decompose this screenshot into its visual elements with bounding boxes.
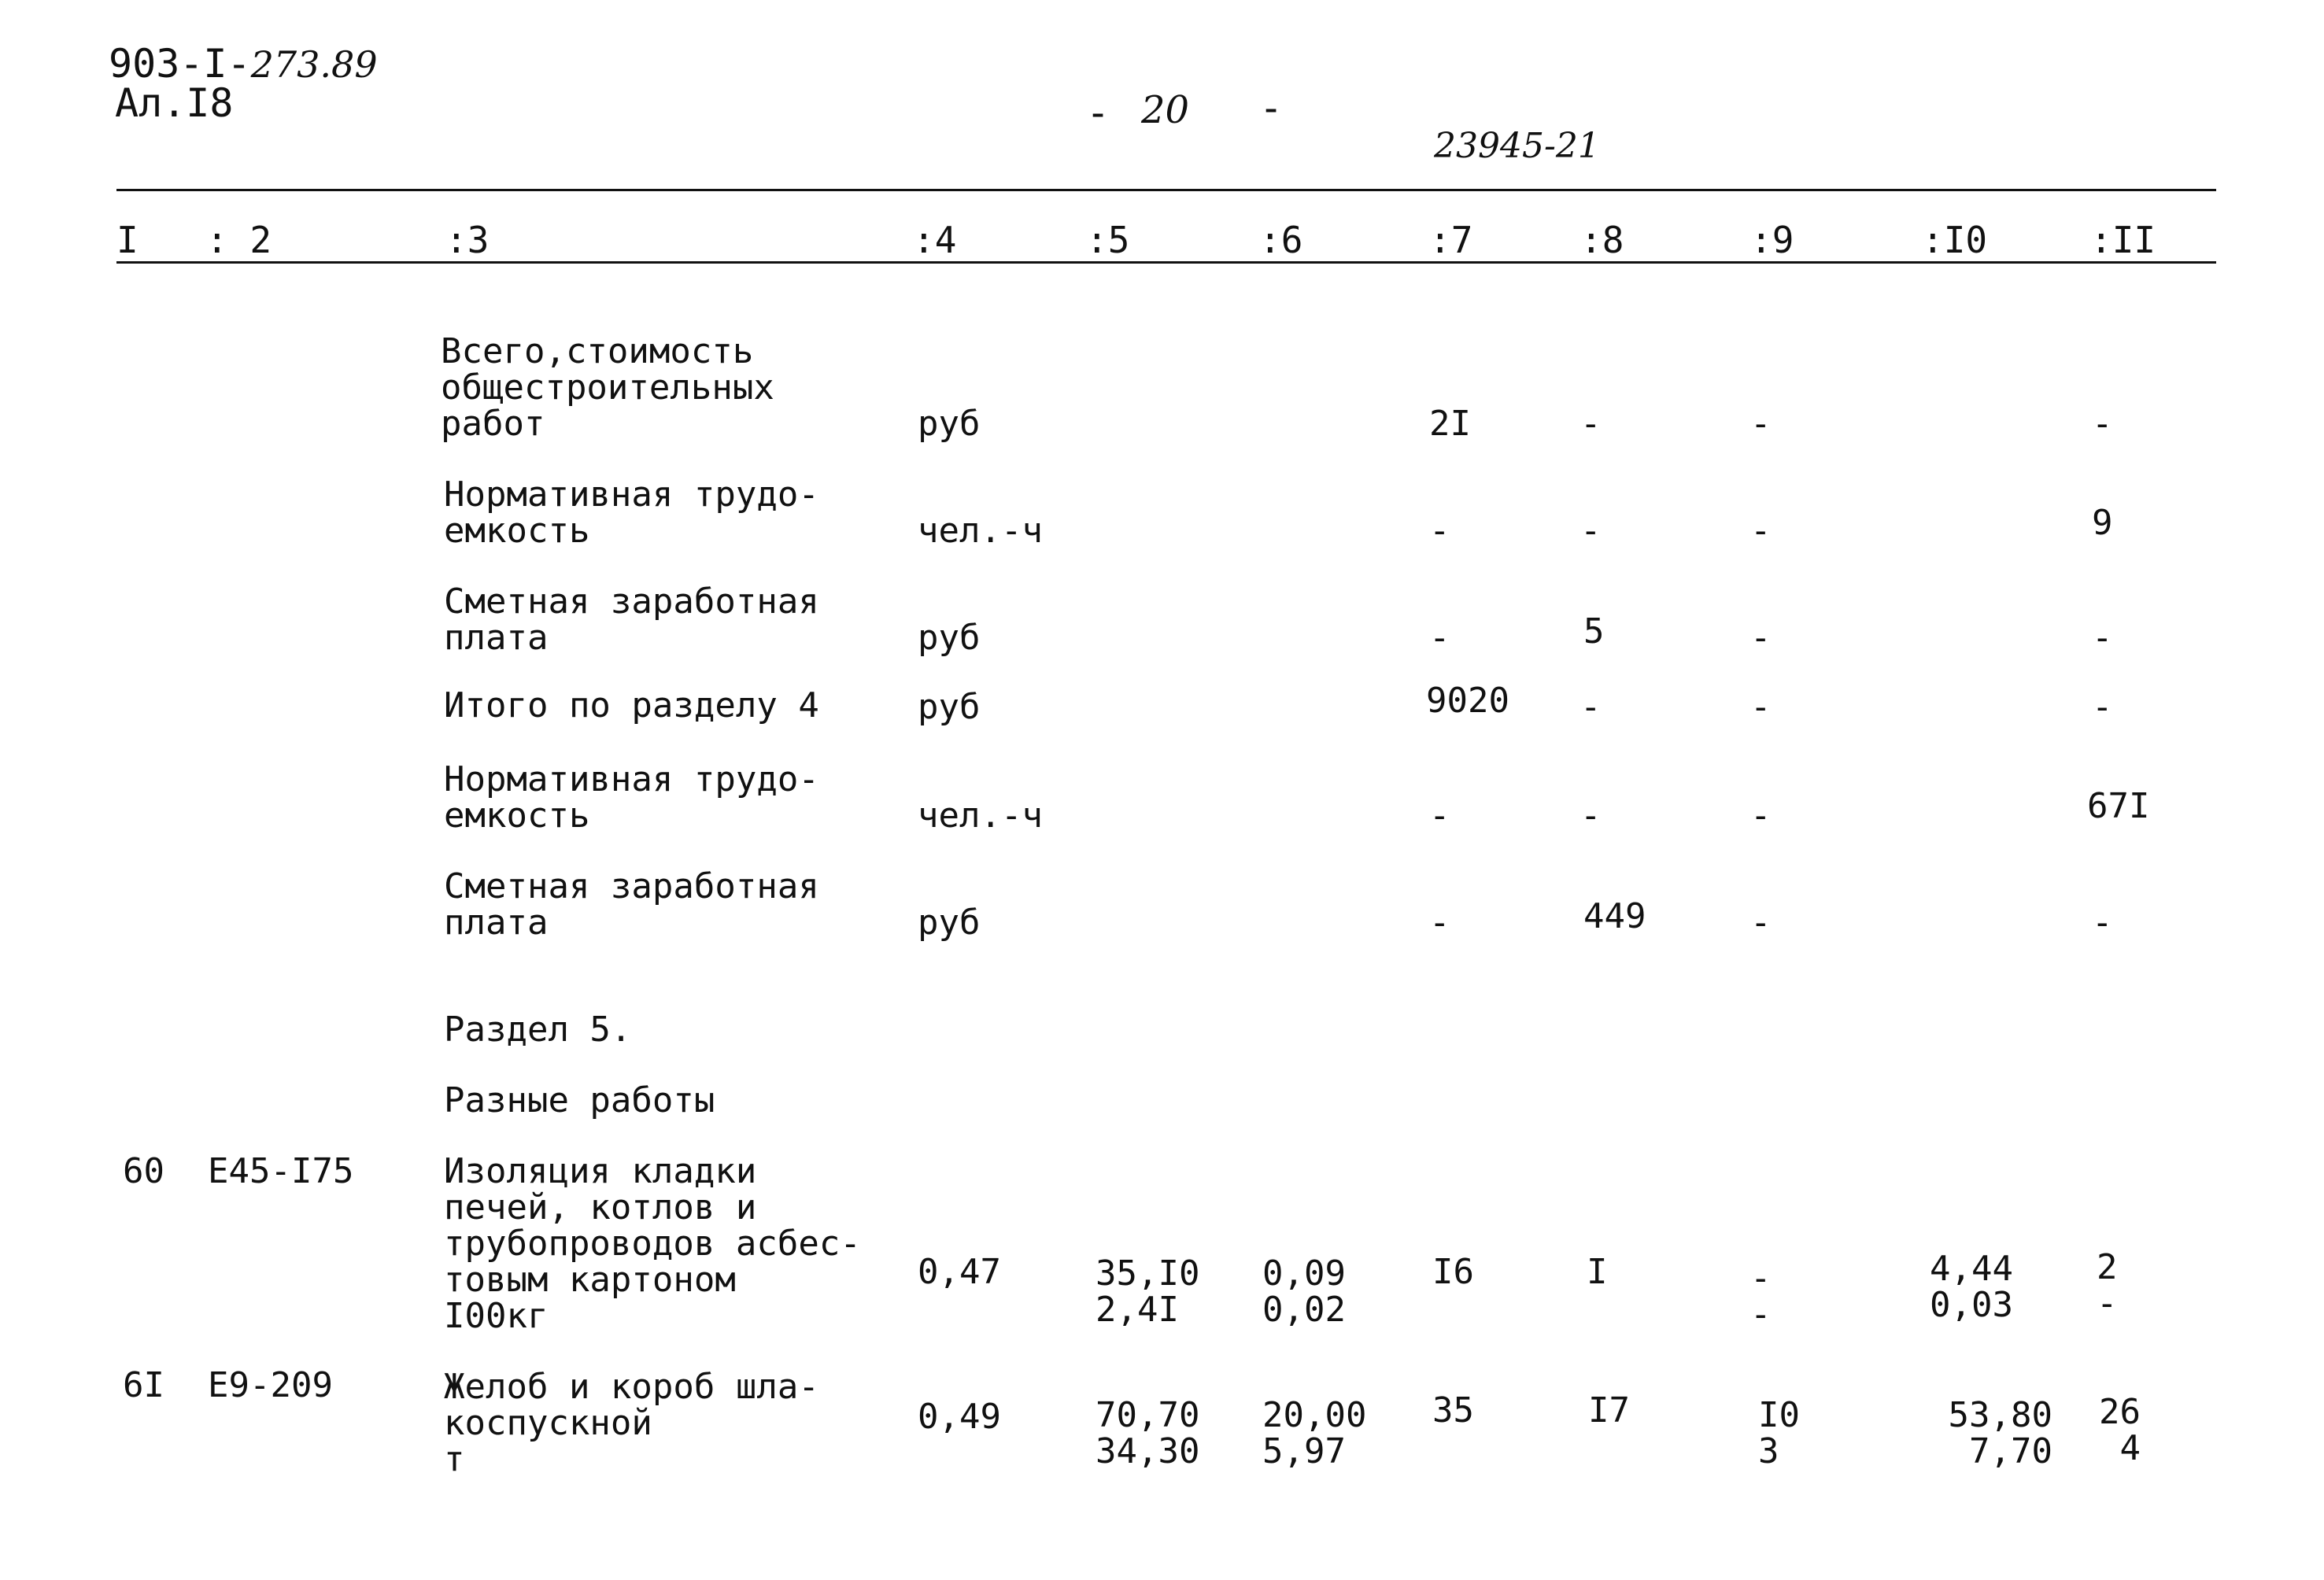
row-col9: - [1750, 404, 1772, 444]
row-description: Итого по разделу 4 [444, 685, 819, 725]
row-unit: руб [918, 687, 981, 727]
page-dash-right: - [1259, 85, 1284, 131]
section-heading: Раздел 5. [444, 1010, 632, 1050]
row-col9: - [1750, 796, 1772, 836]
row-number: 6I [123, 1365, 164, 1405]
col-header-1: I [116, 219, 139, 261]
col-header-5: :5 [1086, 219, 1130, 261]
row-col9: - [1750, 511, 1772, 551]
row-col5: 35,I0 2,4I [1095, 1253, 1200, 1330]
row-col9: I0 3 [1758, 1395, 1800, 1471]
row-description: Нормативная трудо- емкость [444, 759, 819, 836]
row-description: Всего,стоимость общестроительных работ [441, 331, 774, 444]
row-col8: I [1587, 1252, 1608, 1292]
row-description: Нормативная трудо- емкость [444, 474, 819, 551]
col-header-7: :7 [1429, 219, 1473, 261]
row-col9: - - [1750, 1258, 1772, 1335]
row-code: Е9-209 [208, 1365, 333, 1405]
doc-code [109, 41, 378, 87]
row-col6: 20,00 5,97 [1262, 1395, 1367, 1471]
col-header-3: :3 [445, 219, 490, 261]
row-col11: 26 4 [2099, 1392, 2141, 1468]
row-col4: 0,47 [918, 1252, 1001, 1292]
row-col10: 53,80 7,70 [1948, 1395, 2052, 1471]
row-col11: - [2092, 903, 2113, 943]
row-col8: - [1580, 404, 1602, 444]
row-unit: руб [918, 404, 981, 444]
col-header-11: :II [2090, 219, 2156, 261]
row-col9: - [1750, 687, 1772, 727]
stamp-number: 23945-21 [1434, 126, 1600, 166]
row-unit: чел.-ч [918, 796, 1043, 836]
row-col7: 35 [1432, 1390, 1474, 1430]
col-header-9: :9 [1750, 219, 1794, 261]
row-col8: - [1580, 511, 1602, 551]
row-description: Сметная заработная плата [444, 866, 819, 943]
row-col9: - [1750, 618, 1772, 658]
row-col11: - [2092, 618, 2113, 658]
sheet-number: Ал.I8 [115, 80, 234, 126]
row-description: Изоляция кладки печей, котлов и трубопроводов асбес- товым картоном I00кг [444, 1151, 861, 1336]
row-col8: 5 [1583, 611, 1605, 652]
page-number: 20 [1141, 88, 1190, 132]
row-col7: - [1429, 618, 1450, 658]
row-unit: руб [918, 903, 981, 943]
col-header-2: : 2 [206, 219, 272, 261]
section-subheading: Разные работы [444, 1080, 715, 1120]
header-rule [116, 261, 2216, 264]
doc-code-handwritten: 273.89 [250, 43, 378, 86]
doc-code-printed: 903-I- [109, 41, 251, 87]
row-description: Сметная заработная плата [444, 581, 819, 658]
row-col11: - [2092, 404, 2113, 444]
row-col7: - [1429, 511, 1450, 551]
row-col7: 2I [1429, 404, 1471, 444]
row-col7: - [1429, 796, 1450, 836]
page-dash-left: - [1086, 90, 1110, 135]
row-col11: 67I [2087, 786, 2150, 826]
row-col7: I6 [1432, 1252, 1474, 1292]
row-col11: - [2092, 687, 2113, 727]
row-col7: - [1429, 903, 1450, 943]
row-col11: 9 [2092, 503, 2113, 543]
row-unit: руб [918, 618, 981, 658]
col-header-4: :4 [913, 219, 957, 261]
col-header-10: :I0 [1922, 219, 1988, 261]
row-col8: I7 [1588, 1390, 1630, 1430]
row-number: 60 [123, 1151, 164, 1191]
row-col10: 4,44 0,03 [1930, 1249, 2013, 1325]
row-col9: - [1750, 903, 1772, 943]
row-col8: 449 [1583, 896, 1646, 936]
row-description: Желоб и короб шла- коспускной т [444, 1367, 819, 1479]
row-unit: чел.-ч [918, 511, 1043, 551]
row-col4: 0,49 [918, 1397, 1001, 1437]
row-col5: 70,70 34,30 [1095, 1395, 1200, 1471]
col-header-8: :8 [1580, 219, 1624, 261]
row-col11: 2 - [2097, 1247, 2118, 1323]
row-col7: 9020 [1426, 681, 1509, 721]
row-code: Е45-I75 [208, 1151, 354, 1191]
col-header-6: :6 [1259, 219, 1303, 261]
row-col6: 0,09 0,02 [1262, 1253, 1346, 1330]
row-col8: - [1580, 796, 1602, 836]
row-col8: - [1580, 687, 1602, 727]
top-rule [116, 189, 2216, 191]
